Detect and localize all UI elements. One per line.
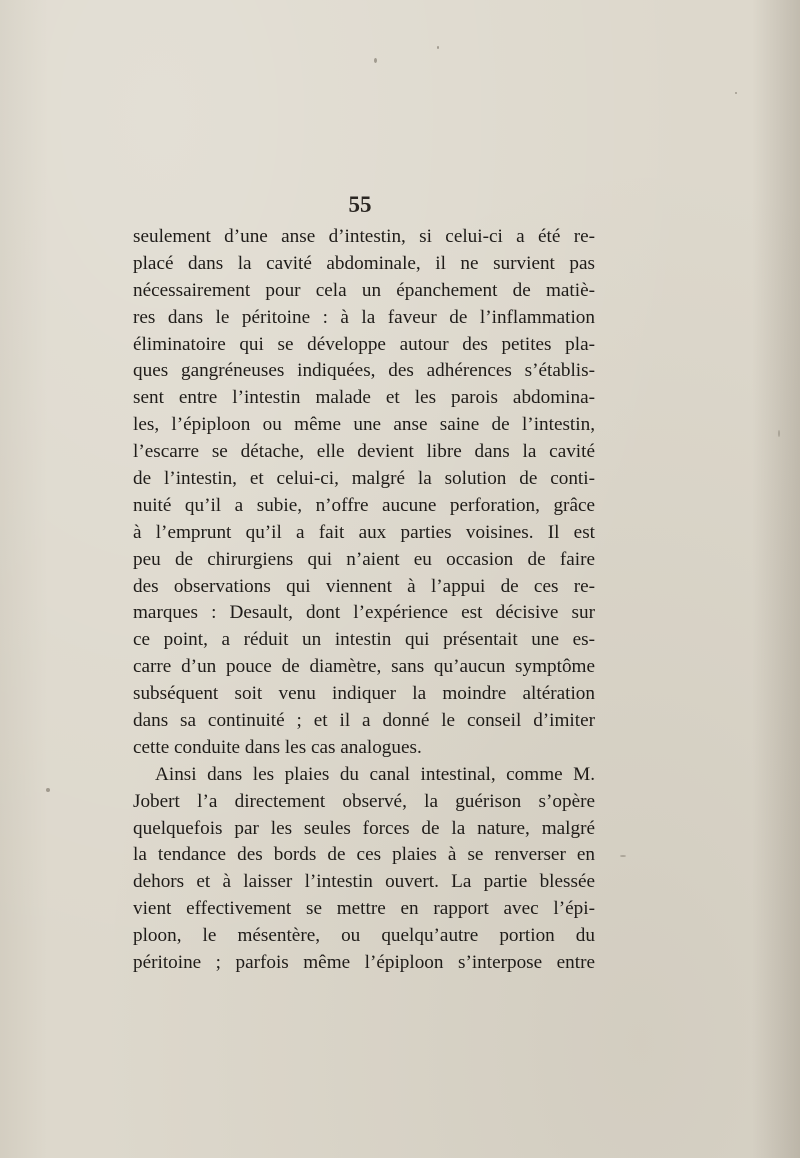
text-line: placé dans la cavité abdominale, il ne survient pas xyxy=(133,252,595,274)
paper-speck xyxy=(46,788,50,792)
paper-speck xyxy=(735,92,737,94)
text-line: seulement d’une anse d’intestin, si celui-ci a été re- xyxy=(133,226,595,247)
text-line: péritoine ; parfois même l’épiploon s’interpose entre xyxy=(133,952,595,974)
text-line: marques : Desault, dont l’expérience est décisive sur xyxy=(133,602,595,624)
text-line: nécessairement pour cela un épanchement de matiè- xyxy=(133,279,595,301)
text-line: nuité qu’il a subie, n’offre aucune perforation, grâce xyxy=(133,494,595,516)
paper-speck xyxy=(620,855,626,857)
text-line: la tendance des bords de ces plaies à se renverser en xyxy=(133,844,595,866)
text-line: ploon, le mésentère, ou quelqu’autre portion du xyxy=(133,925,595,947)
text-line: de l’intestin, et celui-ci, malgré la solution de conti- xyxy=(133,468,595,490)
text-line: subséquent soit venu indiquer la moindre altération xyxy=(133,683,595,705)
text-line: vient effectivement se mettre en rapport avec l’épi- xyxy=(133,898,595,920)
text-line: peu de chirurgiens qui n’aient eu occasion de faire xyxy=(133,548,595,570)
text-line: Ainsi dans les plaies du canal intestinal, comme M. xyxy=(155,763,595,785)
text-line: les, l’épiploon ou même une anse saine de l’intestin, xyxy=(133,414,595,436)
text-line: ques gangréneuses indiquées, des adhérences s’établis- xyxy=(133,360,595,382)
body-text xyxy=(133,224,595,977)
text-line: à l’emprunt qu’il a fait aux parties voisines. Il est xyxy=(133,521,595,543)
text-line: res dans le péritoine : à la faveur de l’inflammation xyxy=(133,306,595,328)
text-line: l’escarre se détache, elle devient libre dans la cavité xyxy=(133,441,595,463)
text-line: dehors et à laisser l’intestin ouvert. La partie blessée xyxy=(133,871,595,893)
text-line: éliminatoire qui se développe autour des petites pla- xyxy=(133,333,595,355)
text-line: dans sa continuité ; et il a donné le conseil d’imiter xyxy=(133,710,595,732)
text-line: cette conduite dans les cas analogues. xyxy=(133,736,422,758)
text-line: ce point, a réduit un intestin qui présentait une es- xyxy=(133,629,595,651)
text-line: sent entre l’intestin malade et les parois abdomina- xyxy=(133,387,595,409)
text-line: des observations qui viennent à l’appui de ces re- xyxy=(133,575,595,597)
text-line: Jobert l’a directement observé, la guérison s’opère xyxy=(133,790,595,812)
page-number: 55 xyxy=(348,192,372,217)
paper-speck xyxy=(374,58,377,63)
paper-speck xyxy=(778,430,780,437)
text-line: quelquefois par les seules forces de la nature, malgré xyxy=(133,817,595,839)
text-line: carre d’un pouce de diamètre, sans qu’aucun symptôme xyxy=(133,656,595,678)
paper-speck xyxy=(437,46,439,49)
